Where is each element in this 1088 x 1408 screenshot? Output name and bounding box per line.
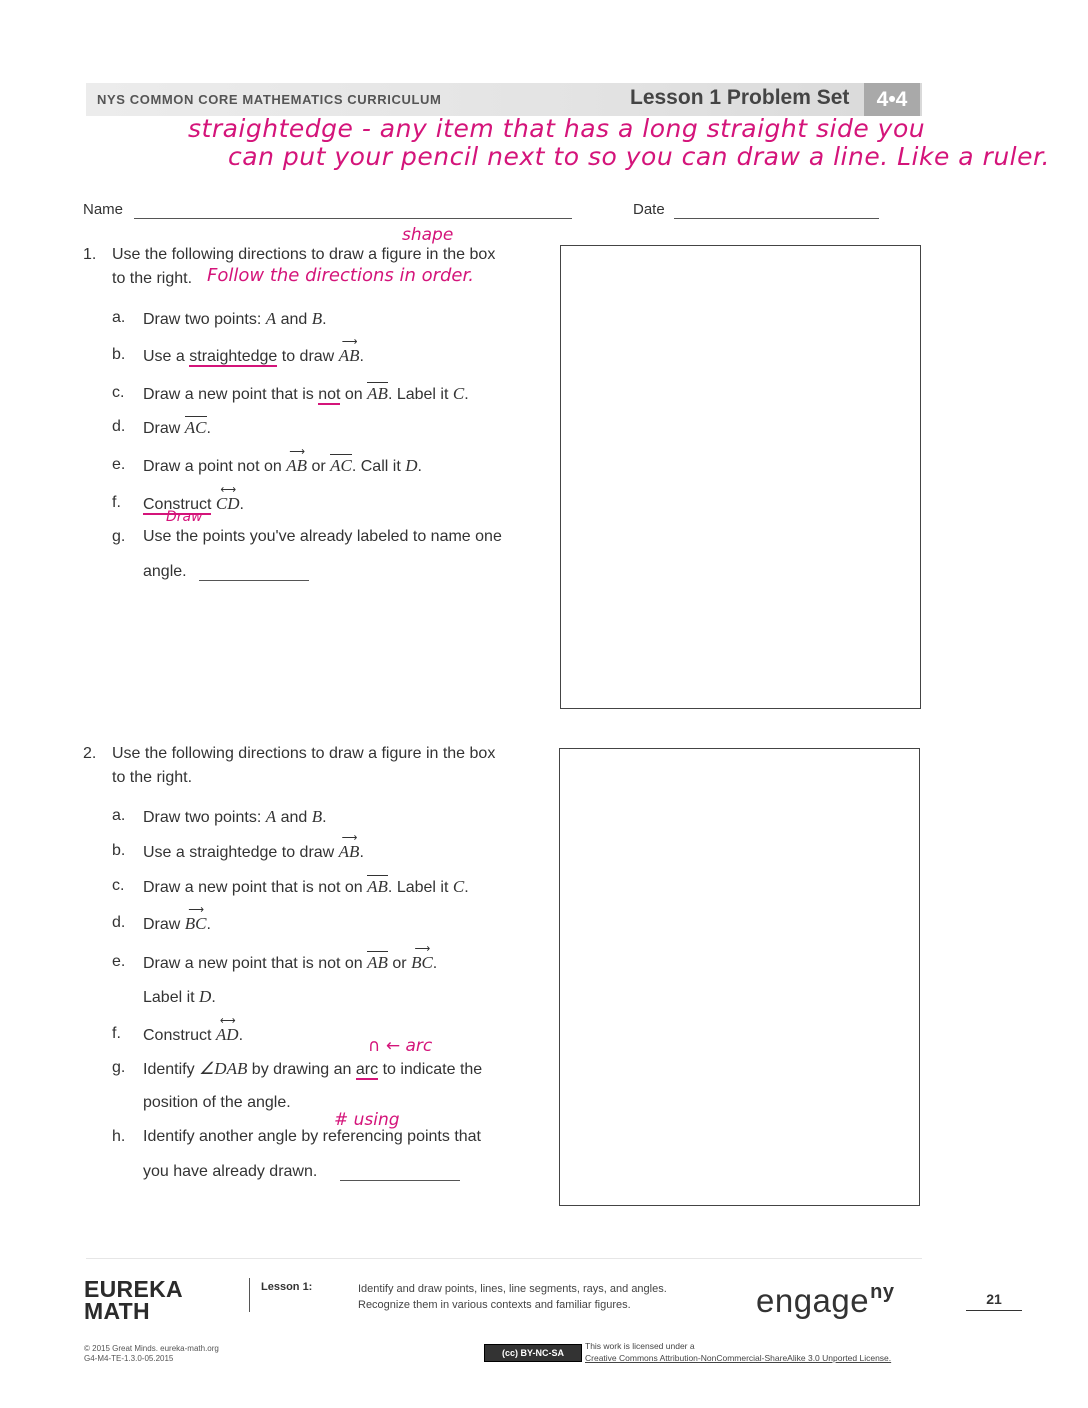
- cc-license-badge: (cc) BY-NC-SA: [484, 1344, 582, 1362]
- copyright: © 2015 Great Minds. eureka-math.org G4-M4-TE-1.3.0-05.2015: [84, 1344, 219, 1363]
- q1c-text: Draw a new point that is not on AB. Label it C.: [143, 384, 469, 403]
- q2c-text: Draw a new point that is not on AB. Label it C.: [143, 877, 469, 896]
- footer-lesson-label: Lesson 1:: [261, 1281, 313, 1293]
- q2-line2: to the right.: [112, 769, 193, 786]
- q2d-letter: d.: [112, 914, 126, 931]
- q1e-letter: e.: [112, 456, 126, 473]
- q2g-text-line2: position of the angle.: [143, 1094, 291, 1111]
- q1f-letter: f.: [112, 494, 121, 511]
- q2a-text: Draw two points: A and B.: [143, 807, 327, 826]
- q1e-text: Draw a point not on ⟶ AB or AC. Call it D.: [143, 446, 422, 475]
- date-label: Date: [633, 201, 665, 218]
- q1d-letter: d.: [112, 418, 126, 435]
- q1f-text: Construct ⟷ CD.: [143, 484, 244, 513]
- engageny-logo: engage$^{ny}$: [756, 1281, 895, 1319]
- q2h-text-line2: you have already drawn.: [143, 1163, 318, 1180]
- q1-line2: to the right.: [112, 270, 193, 287]
- q2h-letter: h.: [112, 1128, 126, 1145]
- q1-drawing-box[interactable]: [560, 245, 921, 709]
- q2-line1: Use the following directions to draw a figure in the box: [112, 745, 496, 762]
- handwritten-shape: shape: [402, 225, 454, 245]
- q1g-letter: g.: [112, 528, 126, 545]
- handwritten-note-line1: straightedge - any item that has a long straight side you: [188, 114, 926, 143]
- q2b-letter: b.: [112, 842, 126, 859]
- date-field[interactable]: [674, 218, 879, 219]
- q2g-text: Identify ∠DAB by drawing an arc to indicate the: [143, 1059, 483, 1078]
- q2h-text: Identify another angle by referencing points that: [143, 1128, 481, 1145]
- curriculum-title: NYS COMMON CORE MATHEMATICS CURRICULUM: [97, 92, 442, 107]
- q1g-answer-line[interactable]: [199, 580, 309, 581]
- license-text: This work is licensed under a Creative Commons Attribution-NonCommercial-ShareAlike 3.0 Unported License.: [585, 1341, 892, 1363]
- q2a-letter: a.: [112, 807, 126, 824]
- q1c-letter: c.: [112, 384, 125, 401]
- q2-drawing-box[interactable]: [559, 748, 920, 1206]
- handwritten-using: # using: [334, 1110, 400, 1130]
- q1a-text: Draw two points: A and B.: [143, 309, 327, 328]
- q2d-text: Draw ⟶ BC.: [143, 904, 211, 933]
- q1-line1: Use the following directions to draw a figure in the box: [112, 246, 496, 263]
- q2e-letter: e.: [112, 953, 126, 970]
- license-link[interactable]: Creative Commons Attribution-NonCommercial-ShareAlike 3.0 Unported License.: [585, 1353, 892, 1363]
- handwritten-draw: Draw: [166, 509, 203, 525]
- footer-divider: [86, 1258, 922, 1259]
- q1g-angle-label: angle.: [143, 563, 187, 580]
- q1b-letter: b.: [112, 346, 126, 363]
- grade-badge: 4•4: [864, 83, 920, 116]
- q1g-text: Use the points you've already labeled to name one: [143, 528, 502, 545]
- q2-number: 2.: [83, 745, 97, 762]
- footer-separator: [249, 1278, 250, 1312]
- eureka-math-logo: EUREKA MATH: [84, 1276, 183, 1324]
- q1d-text: Draw AC.: [143, 418, 211, 437]
- q2g-letter: g.: [112, 1059, 126, 1076]
- q2e-text: Draw a new point that is not on AB or ⟶ BC.: [143, 943, 438, 972]
- q2f-text: Construct ⟷ AD.: [143, 1015, 244, 1044]
- q1-number: 1.: [83, 246, 97, 263]
- q1b-text: Use a straightedge to draw ⟶ AB.: [143, 336, 364, 365]
- q2c-letter: c.: [112, 877, 125, 894]
- q2e-label-text: Label it D.: [143, 987, 216, 1006]
- handwritten-follow: Follow the directions in order.: [207, 265, 474, 286]
- q2b-text: Use a straightedge to draw ⟶ AB.: [143, 832, 364, 861]
- q1a-letter: a.: [112, 309, 126, 326]
- q2h-answer-line[interactable]: [340, 1180, 460, 1181]
- page-number: 21: [966, 1291, 1022, 1311]
- name-label: Name: [83, 201, 124, 218]
- q2f-letter: f.: [112, 1025, 121, 1042]
- handwritten-arc-note: ∩ ← arc: [368, 1036, 433, 1056]
- handwritten-note-line2: can put your pencil next to so you can draw a line. Like a ruler.: [228, 142, 1050, 171]
- lesson-title: Lesson 1 Problem Set: [630, 86, 850, 109]
- name-field[interactable]: [134, 218, 572, 219]
- footer-lesson-description: Identify and draw points, lines, line segments, rays, and angles. Recognize them in various contexts and familiar figures.: [358, 1283, 667, 1311]
